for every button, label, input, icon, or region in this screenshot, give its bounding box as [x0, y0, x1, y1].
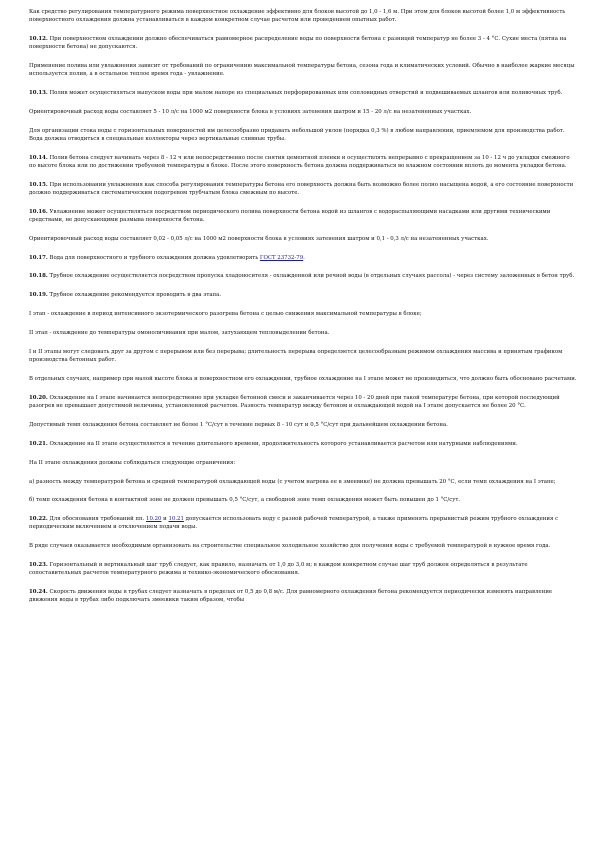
paragraph-text: Вода для поверхностного и трубного охлаждения должна удовлетворять	[47, 254, 260, 261]
paragraph-text: В отдельных случаях, например при малой высоте блока и поверхностном его охлаждении, трубное охлаждение на I этапе может не производиться, что должно быть обосновано расчетами.	[29, 376, 577, 382]
paragraph-text: Допустимый темп охлаждения бетона составляет не более 1 °С/сут в течение первых 8 - 10 сут и 0,5 °С/сут при дальнейшем охлаждении бетона.	[29, 421, 448, 428]
paragraph	[29, 478, 577, 486]
paragraph-text: Ориентировочный расход воды составляет 0,02 - 0,05 л/с на 1000 м2 поверхности блока в условиях затенения шатром и 0,1 - 0,3 л/с на незатененных участках.	[29, 235, 489, 242]
paragraph	[29, 394, 577, 410]
clause-number: 10.19.	[29, 292, 48, 299]
paragraph	[29, 62, 577, 78]
paragraph	[29, 421, 577, 429]
paragraph	[29, 154, 577, 170]
paragraph	[29, 272, 577, 280]
clause-number: 10.17.	[29, 254, 48, 261]
clause-number: 10.20.	[29, 394, 48, 401]
paragraph-text: Трубное охлаждение рекомендуется проводить в два этапа.	[47, 292, 222, 299]
paragraph-text: и	[161, 516, 169, 523]
paragraph-text: а) разность между температурой бетона и средней температурой охлаждающей воды (с учетом нагрева ее в змеевике) не должна превышать 20 °С, если темп охлаждения на I этапе;	[29, 478, 556, 485]
paragraph	[29, 254, 577, 262]
paragraph	[29, 89, 577, 97]
paragraph-text: Полив может осуществляться выпуском воды при малом напоре из специальных перфорированных или сопловидных отверстий и подвешиваемых шлангов или поливочных труб.	[47, 89, 563, 96]
paragraph-text: В ряде случаев оказывается необходимым организовать на строительстве специальное холодильное хозяйство для получения воды с требуемой температурой в нужное время года.	[29, 543, 551, 550]
paragraph-text: На II этапе охлаждения должны соблюдаться следующие ограничения:	[29, 459, 236, 466]
clause-link-10-20[interactable]: 10.20	[146, 516, 162, 523]
paragraph-text: I этап - охлаждение в период интенсивного экзотермического разогрева бетона с целью снижения максимальной температуры в блоке;	[29, 311, 422, 318]
paragraph	[29, 310, 577, 318]
paragraph-text: Полив бетона следует начинать через 8 - 12 ч или непосредственно после снятия цементной пленки и осуществлять непрерывно с прекращением за 10 - 12 ч до укладки смежного по высоте блока или по достижении требуемой температуры в блоке. После этого поверхность бетона должна поддерживаться во влажном состоянии вплоть до момента укладки бетона.	[29, 154, 570, 169]
paragraph	[29, 127, 577, 143]
clause-number: 10.15.	[29, 181, 48, 188]
paragraph	[29, 542, 577, 550]
clause-number: 10.12.	[29, 35, 48, 42]
paragraph-text: .	[303, 254, 305, 261]
paragraph-text: Для обоснования требований пп.	[47, 516, 147, 523]
paragraph	[29, 496, 577, 504]
paragraph-text: допускается использовать воду с разной рабочей температурой, а также применять прерывистый режим трубного охлаждения с периодическим включением и отключением подачи воды.	[29, 516, 559, 531]
paragraph-text: Охлаждение на I этапе начинается непосредственно при укладке бетонной смеси и заканчивается через 10 - 20 дней при такой температуре бетона, при которой последующий разогрев не превышает допустимой величины, установленной расчетом. Разность температур между бетоном и охлаждающей водой на I этапе допускается не более 20 °С.	[29, 394, 560, 409]
paragraph	[29, 561, 577, 577]
paragraph	[29, 108, 577, 116]
clause-number: 10.24.	[29, 589, 48, 596]
paragraph-text: Увлажнение может осуществляться посредством периодического полива поверхности бетона водой из шлангов с водораспыляющими насадками или другими техническими средствами, не допускающими размыва поверхности бетона.	[29, 208, 551, 223]
paragraph	[29, 440, 577, 448]
clause-number: 10.21.	[29, 440, 48, 447]
paragraph-text: Охлаждение на II этапе осуществляется в течение длительного времени, продолжительность которого устанавливается расчетом или натурными наблюдениями.	[47, 440, 518, 447]
clause-number: 10.13.	[29, 89, 48, 96]
paragraph	[29, 515, 577, 531]
clause-number: 10.16.	[29, 208, 48, 215]
paragraph-text: Для организации стока воды с горизонтальных поверхностей им целесообразно придавать небольшой уклон (порядка 0,3 %) в любом направлении, приемлемом для производства работ. Вода должна отводиться в специальные коллекторы через вертикальные сливные трубы.	[29, 127, 565, 142]
paragraph-text: Горизонтальный и вертикальный шаг труб следует, как правило, назначать от 1,0 до 3,0 м; в каждом конкретном случае шаг труб должен определяться в результате сопоставительных расчетов температурного режима и технико-экономического обоснования.	[29, 562, 528, 577]
paragraph-text: При использовании увлажнения как способа регулирования температуры бетона его поверхность должна быть возможно более полно насыщена водой, а его состояние поверхности должно поддерживаться систематическим подогревом трубчатым блока смежным по высоте.	[29, 181, 574, 196]
clause-number: 10.18.	[29, 273, 48, 280]
paragraph	[29, 588, 577, 604]
paragraph-text: Ориентировочный расход воды составляет 5 - 10 л/с на 1000 м2 поверхности блока в условиях затенения шатром и 15 - 20 л/с на незатененных участках.	[29, 108, 472, 115]
paragraph	[29, 291, 577, 299]
clause-link-10-21[interactable]: 10.21	[168, 516, 184, 523]
paragraph	[29, 329, 577, 337]
paragraph-text: Скорость движения воды в трубах следует назначать в пределах от 0,5 до 0,8 м/с. Для равномерного охлаждения бетона рекомендуется периодически изменять направление движения воды в трубах либо подключать змеевики таким образом, чтобы	[29, 589, 553, 604]
paragraph	[29, 348, 577, 364]
paragraph	[29, 459, 577, 467]
gost-link[interactable]: ГОСТ 23732-79	[259, 254, 304, 261]
paragraph-text: При поверхностном охлаждении должно обеспечиваться равномерное распределение воды по поверхности бетона с разницей температур не более 3 - 4 °С. Сухие места (пятна на поверхности бетона) не допускаются.	[29, 35, 567, 51]
paragraph-text: Трубное охлаждение осуществляется посредством пропуска хладоносителя - охлажденной или речной воды (в отдельных случаях рассола) - через систему заложенных в бетон труб.	[47, 273, 575, 280]
paragraph	[29, 8, 577, 24]
clause-number: 10.23.	[29, 562, 48, 569]
paragraph	[29, 375, 577, 383]
paragraph-text: II этап - охлаждение до температуры омоноличивания при малом, затухающем тепловыделении бетона.	[29, 330, 330, 337]
paragraph	[29, 181, 577, 197]
paragraph-text: Как средство регулирования температурного режима поверхностное охлаждение эффективно для блоков высотой до 1,0 - 1,6 м. При этом для блоков высотой более 1,0 м эффективность поверхностного охлаждения должна устанавливаться в каждом конкретном случае расчетом или проведением опытных работ.	[29, 9, 566, 24]
paragraph	[29, 35, 577, 51]
paragraph	[29, 235, 577, 243]
paragraph-text: Применение полива или увлажнения зависит от требований по ограничению максимальной температуры бетона, сезона года и климатических условий. Обычно в наиболее жаркие месяцы используется полив, а в остальное теплое время года - увлажнение.	[29, 62, 575, 78]
paragraph-text: I и II этапы могут следовать друг за другом с перерывом или без перерыва; длительность перерыва определяется целесообразным режимом охлаждения массива и принятым графиком производства бетонных работ.	[29, 349, 563, 364]
paragraph	[29, 208, 577, 224]
clause-number: 10.22.	[29, 516, 48, 523]
clause-number: 10.14.	[29, 154, 48, 161]
paragraph-text: б) темп охлаждения бетона в контактной зоне не должен превышать 0,5 °С/сут, а свободной зоне темп охлаждения может быть повышен до 1 °С/сут.	[29, 497, 461, 504]
